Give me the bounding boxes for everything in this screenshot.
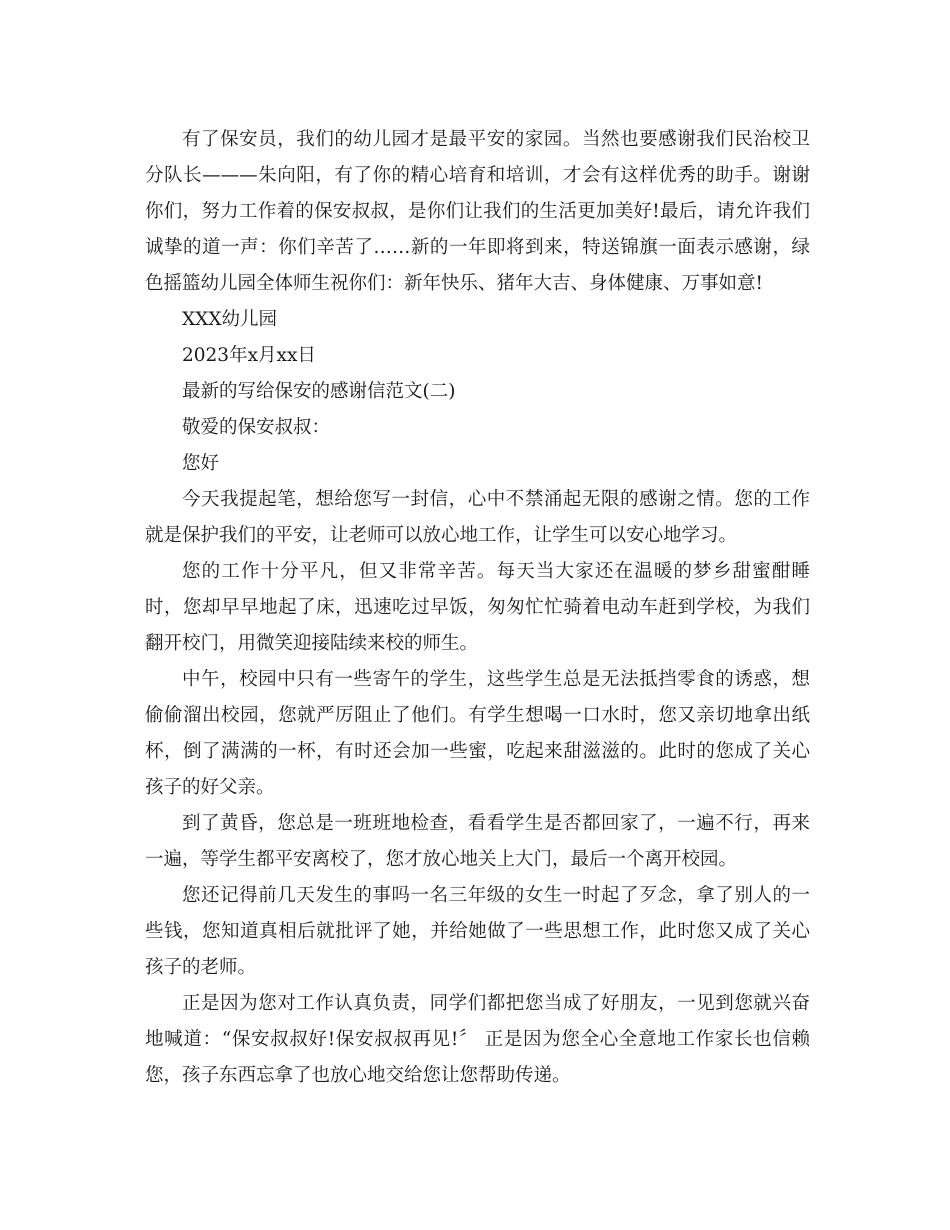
section-title: 最新的写给保安的感谢信范文(二) bbox=[182, 381, 456, 402]
paragraph-morning: 您的工作十分平凡，但又非常辛苦。每天当大家还在温暖的梦乡甜蜜酣睡时，您却早早地起了床，迅速吃过早饭，匆匆忙忙骑着电动车赶到学校，为我们翻开校门，用微笑迎接陆续来校的师生。 bbox=[145, 561, 810, 654]
paragraph-noon: 中午，校园中只有一些寄午的学生，这些学生总是无法抵挡零食的诱惑，想偷偷溜出校园，您就严厉阻止了他们。有学生想喝一口水时，您又亲切地拿出纸杯，倒了满满的一杯，有时还会加一些蜜，吃起来甜滋滋的。此时的您成了关心孩子的好父亲。 bbox=[145, 669, 810, 798]
paragraph-intro: 今天我提起笔，想给您写一封信，心中不禁涌起无限的感谢之情。您的工作就是保护我们的平安，让老师可以放心地工作，让学生可以安心地学习。 bbox=[145, 489, 810, 546]
signature-organization: XXX幼儿园 bbox=[182, 309, 278, 330]
paragraph-evening: 到了黄昏，您总是一班班地检查，看看学生是否都回家了，一遍不行，再来一遍，等学生都平安离校了，您才放心地关上大门，最后一个离开校园。 bbox=[145, 813, 810, 870]
paragraph-thanks-closing: 有了保安员，我们的幼儿园才是最平安的家园。当然也要感谢我们民治校卫分队长———朱向阳，有了你的精心培育和培训，才会有这样优秀的助手。谢谢你们，努力工作着的保安叔叔，是你们让我们的生活更加美好!最后，请允许我们诚挚的道一声：你们辛苦了……新的一年即将到来，特送锦旗一面表示感谢，绿色摇篮幼儿园全体师生祝你们：新年快乐、猪年大吉、身体健康、万事如意! bbox=[145, 129, 810, 294]
salutation: 敬爱的保安叔叔： bbox=[182, 417, 331, 438]
document-body bbox=[145, 122, 810, 1094]
paragraph-incident: 您还记得前几天发生的事吗一名三年级的女生一时起了歹念，拿了别人的一些钱，您知道真相后就批评了她，并给她做了一些思想工作，此时您又成了关心孩子的老师。 bbox=[145, 885, 810, 978]
paragraph-trust: 正是因为您对工作认真负责，同学们都把您当成了好朋友，一见到您就兴奋地喊道：“保安叔叔好!保安叔叔再见!〞 正是因为您全心全意地工作家长也信赖您，孩子东西忘拿了也放心地交给您让您帮助传递。 bbox=[145, 993, 810, 1086]
greeting: 您好 bbox=[182, 453, 220, 474]
signature-date: 2023年x月xx日 bbox=[182, 345, 316, 366]
